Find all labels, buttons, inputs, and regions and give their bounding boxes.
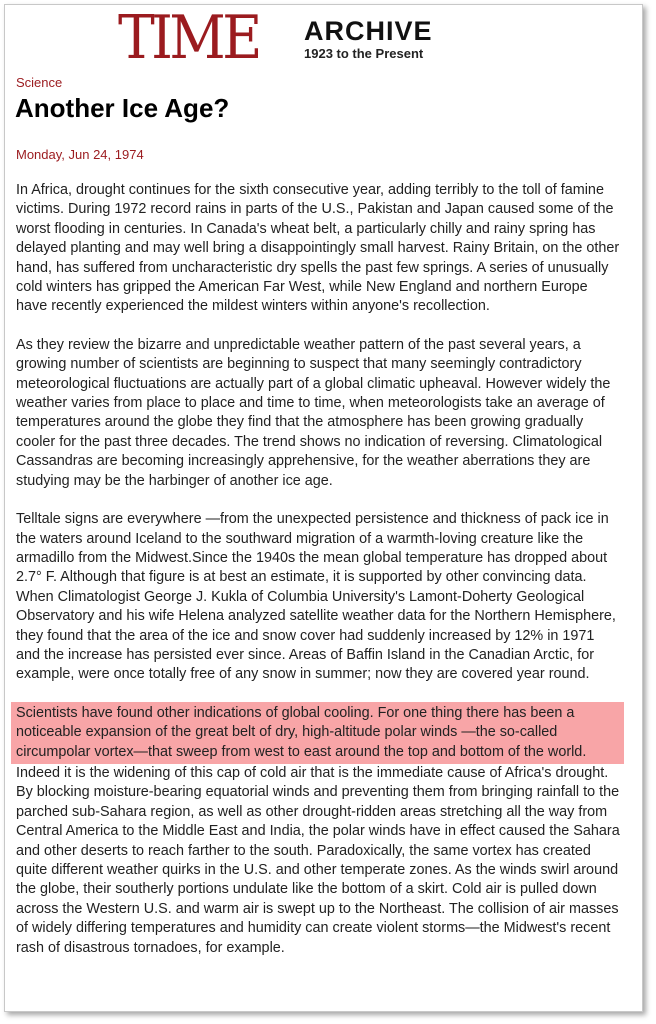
highlighted-paragraph: Scientists have found other indications of global cooling. For one thing there has been a noticeable expansion of the great belt of dry, high-altitude polar winds —the so-called circumpolar vortex—that sweep from west to east around the top and bottom of the world.	[11, 702, 624, 764]
archive-years: 1923 to the Present	[304, 46, 424, 61]
time-archive-masthead[interactable]	[118, 4, 478, 73]
article-paragraph: As they review the bizarre and unpredictable weather pattern of the past several years, a growing number of scientists are beginning to suspect that many seemingly contradictory meteorological fluctuations are actually part of a global climatic upheaval. However widely the weather varies from place to place and time to time, when meteorologists take an average of temperatures around the globe they find that the atmosphere has been growing gradually cooler for the past three decades. The trend shows no indication of reversing. Climatological Cassandras are becoming increasingly apprehensive, for the weather aberrations they are studying may be the harbinger of another ice age.	[16, 336, 611, 489]
article-title: Another Ice Age?	[15, 93, 230, 123]
article-body	[16, 181, 620, 958]
article-paragraph: Indeed it is the widening of this cap of cold air that is the immediate cause of Africa's drought. By blocking moisture-bearing equatorial winds and preventing them from bringing rainfall to the parched sub-Sahara region, as well as other drought-ridden areas stretching all the way from Central America to the Middle East and India, the polar winds have in effect caused the Sahara and other deserts to reach farther to the south. Paradoxically, the same vortex has created quite different weather quirks in the U.S. and other temperate zones. As the winds swirl around the globe, their southerly portions undulate like the bottom of a skirt. Cold air is pulled down across the Western U.S. and warm air is swept up to the Northeast. The collision of air masses of widely differing temperatures and humidity can create violent storms—the Midwest's recent rash of disastrous tornadoes, for example.	[16, 764, 620, 956]
section-label[interactable]: Science	[16, 75, 63, 90]
article-date: Monday, Jun 24, 1974	[16, 147, 144, 162]
time-logo: TIME	[118, 4, 259, 73]
archive-label: ARCHIVE	[304, 16, 433, 46]
article-paragraph: Telltale signs are everywhere —from the unexpected persistence and thickness of pack ice in the waters around Iceland to the southward migration of a warmth-loving creature like the armadillo from the Midwest.Since the 1940s the mean global temperature has dropped about 2.7° F. Although that figure is at best an estimate, it is supported by other convincing data. When Climatologist George J. Kukla of Columbia University's Lamont-Doherty Geological Observatory and his wife Helena analyzed satellite weather data for the Northern Hemisphere, they found that the area of the ice and snow cover had suddenly increased by 12% in 1971 and the increase has persisted ever since. Areas of Baffin Island in the Canadian Arctic, for example, were once totally free of any snow in summer; now they are covered year round.	[16, 511, 616, 683]
article-paragraph: In Africa, drought continues for the sixth consecutive year, adding terribly to the toll of famine victims. During 1972 record rains in parts of the U.S., Pakistan and Japan caused some of the worst flooding in centuries. In Canada's wheat belt, a particularly chilly and rainy spring has delayed planting and may well bring a disappointingly small harvest. Rainy Britain, on the other hand, has suffered from uncharacteristic dry spells the past few springs. A series of unusually cold winters has gripped the American Far West, while New England and northern Europe have recently experienced the mildest winters within anyone's recollection.	[16, 182, 620, 315]
article-page	[4, 4, 643, 1012]
